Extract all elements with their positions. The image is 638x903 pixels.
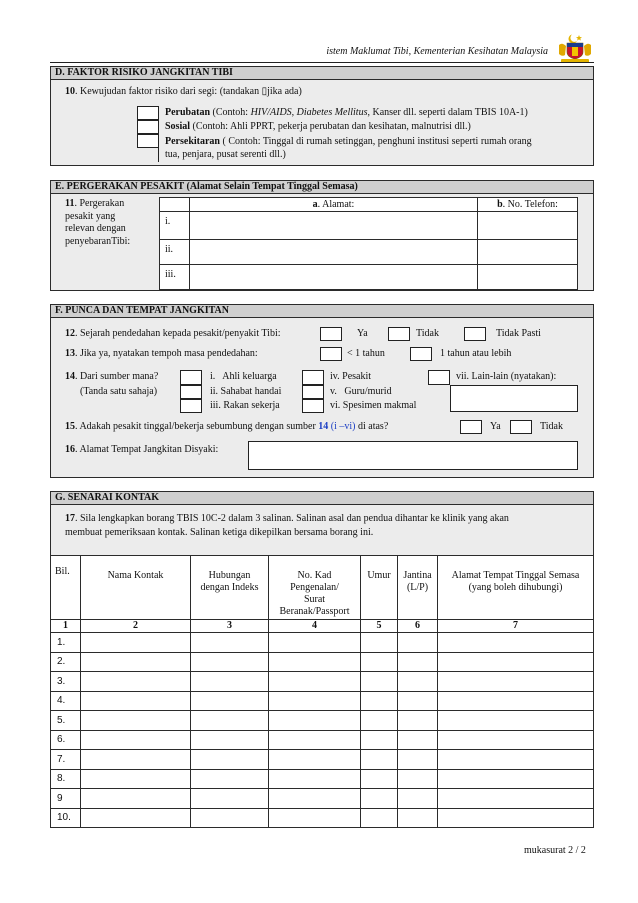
column-letter: a xyxy=(312,198,318,210)
jantina-cell[interactable] xyxy=(398,750,438,770)
column-number: 4 xyxy=(269,620,361,633)
checkbox-less-than-1-year[interactable] xyxy=(320,347,342,361)
column-header-umur: Umur xyxy=(361,556,398,620)
contact-row xyxy=(51,809,594,828)
row-label: i. xyxy=(160,212,190,240)
address-cell[interactable] xyxy=(190,212,478,240)
row-number: 3. xyxy=(51,672,81,692)
contact-table xyxy=(50,555,594,828)
alamat-cell[interactable] xyxy=(438,692,594,711)
question-11 xyxy=(65,198,130,248)
option-perubatan xyxy=(165,107,528,119)
nama-kontak-cell[interactable] xyxy=(81,789,191,809)
hubungan-cell[interactable] xyxy=(191,692,269,711)
reference-number: 14 xyxy=(318,421,329,432)
contact-row xyxy=(51,633,594,653)
column-header-hubungan: Hubungan dengan Indeks xyxy=(191,556,269,620)
no-kad-cell[interactable] xyxy=(269,809,361,828)
alamat-cell[interactable] xyxy=(438,653,594,672)
question-number: 17 xyxy=(65,513,75,524)
question-17 xyxy=(65,512,509,540)
checkbox-guru-murid[interactable] xyxy=(302,385,324,399)
checkbox-ya[interactable] xyxy=(320,327,342,341)
row-number: 6. xyxy=(51,731,81,750)
column-number-row xyxy=(51,620,594,633)
checkbox-ahli-keluarga[interactable] xyxy=(180,370,202,385)
checkbox-sosial[interactable] xyxy=(137,120,159,134)
umur-cell[interactable] xyxy=(361,731,398,750)
question-text: . Alamat Tempat Jangkitan Disyaki: xyxy=(75,444,219,455)
jantina-cell[interactable] xyxy=(398,809,438,828)
section-e xyxy=(50,180,594,291)
contact-row xyxy=(51,770,594,789)
row-number: 10. xyxy=(51,809,81,828)
column-header-nama: Nama Kontak xyxy=(81,556,191,620)
row-number: 7. xyxy=(51,750,81,770)
option-label: 1 tahun atau lebih xyxy=(440,348,512,359)
jantina-cell[interactable] xyxy=(398,770,438,789)
option-label: iv. Pesakit xyxy=(330,371,372,382)
umur-cell[interactable] xyxy=(361,692,398,711)
contact-row xyxy=(51,731,594,750)
no-kad-cell[interactable] xyxy=(269,789,361,809)
column-number: 7 xyxy=(438,620,594,633)
question-text: . Dari sumber mana? xyxy=(75,371,159,382)
nama-kontak-cell[interactable] xyxy=(81,633,191,653)
option-label: Ya xyxy=(490,421,501,432)
hubungan-cell[interactable] xyxy=(191,809,269,828)
contact-row xyxy=(51,672,594,692)
option-label: Perubatan xyxy=(165,107,210,118)
umur-cell[interactable] xyxy=(361,750,398,770)
phone-cell[interactable] xyxy=(478,265,578,290)
alamat-cell[interactable] xyxy=(438,789,594,809)
table-row xyxy=(160,240,578,265)
option-label: < 1 tahun xyxy=(347,348,385,359)
contact-rows xyxy=(51,633,594,828)
question-text: . Sila lengkapkan borang TBIS 10C-2 dalam 3 salinan. Salinan asal dan pendua dihantar ke klinik yang akan membuat pemeriksaan kontak. Salinan ketiga dikepilkan bersama borang ini. xyxy=(65,513,509,538)
question-text: . Sejarah pendedahan kepada pesakit/penyakit Tibi: xyxy=(75,328,281,339)
hubungan-cell[interactable] xyxy=(191,633,269,653)
no-kad-cell[interactable] xyxy=(269,770,361,789)
section-g xyxy=(50,491,594,828)
column-number: 5 xyxy=(361,620,398,633)
jantina-cell[interactable] xyxy=(398,672,438,692)
jantina-cell[interactable] xyxy=(398,692,438,711)
section-d xyxy=(50,66,594,166)
alamat-cell[interactable] xyxy=(438,731,594,750)
hubungan-cell[interactable] xyxy=(191,653,269,672)
table-row xyxy=(160,265,578,290)
umur-cell[interactable] xyxy=(361,770,398,789)
row-number: 2. xyxy=(51,653,81,672)
address-cell[interactable] xyxy=(190,240,478,265)
phone-cell[interactable] xyxy=(478,240,578,265)
empty-header-cell xyxy=(160,198,190,212)
contact-row xyxy=(51,789,594,809)
hubungan-cell[interactable] xyxy=(191,789,269,809)
nama-kontak-cell[interactable] xyxy=(81,731,191,750)
option-label: Tidak Pasti xyxy=(496,328,541,339)
jantina-cell[interactable] xyxy=(398,731,438,750)
contact-row xyxy=(51,750,594,770)
question-text: . Jika ya, nyatakan tempoh masa pendedahan: xyxy=(75,348,258,359)
option-label: Ya xyxy=(357,328,368,339)
no-kad-cell[interactable] xyxy=(269,653,361,672)
checkbox-lain-lain[interactable] xyxy=(428,370,450,385)
option-label: i. Ahli keluarga xyxy=(210,371,277,382)
address-column-header xyxy=(190,198,478,212)
nama-kontak-cell[interactable] xyxy=(81,770,191,789)
checkbox-persekitaran[interactable] xyxy=(137,134,159,148)
jantina-cell[interactable] xyxy=(398,653,438,672)
question-text: . Adakah pesakit tinggal/bekerja sebumbung dengan sumber xyxy=(75,421,319,432)
section-d-heading: D. FAKTOR RISIKO JANGKITAN TIBI xyxy=(51,67,593,80)
checkbox-tidak[interactable] xyxy=(388,327,410,341)
umur-cell[interactable] xyxy=(361,809,398,828)
umur-cell[interactable] xyxy=(361,633,398,653)
question-text: . Pergerakan pesakit yang relevan dengan penyebaranTibi: xyxy=(65,198,131,247)
option-label: Tidak xyxy=(416,328,439,339)
header-rule xyxy=(50,62,594,63)
section-g-heading: G. SENARAI KONTAK xyxy=(51,492,593,505)
option-label: v. Guru/murid xyxy=(330,386,392,397)
row-number: 1. xyxy=(51,633,81,653)
umur-cell[interactable] xyxy=(361,672,398,692)
row-number: 9 xyxy=(51,789,81,809)
contact-row xyxy=(51,711,594,731)
option-sosial xyxy=(165,121,471,133)
jantina-cell[interactable] xyxy=(398,633,438,653)
question-number: 10 xyxy=(65,86,75,97)
hubungan-cell[interactable] xyxy=(191,672,269,692)
address-cell[interactable] xyxy=(190,265,478,290)
checkbox-1-year-or-more[interactable] xyxy=(410,347,432,361)
hubungan-cell[interactable] xyxy=(191,770,269,789)
no-kad-cell[interactable] xyxy=(269,633,361,653)
question-number: 14 xyxy=(65,371,75,382)
contact-row xyxy=(51,653,594,672)
row-number: 5. xyxy=(51,711,81,731)
option-label: Persekitaran xyxy=(165,136,220,147)
phone-cell[interactable] xyxy=(478,212,578,240)
table-header-row xyxy=(51,556,594,620)
section-f xyxy=(50,304,594,478)
option-label: vii. Lain-lain (nyatakan): xyxy=(456,371,557,382)
alamat-cell[interactable] xyxy=(438,633,594,653)
checkbox-tidak[interactable] xyxy=(510,420,532,434)
reference-range: (i –vi) xyxy=(328,421,356,432)
hubungan-cell[interactable] xyxy=(191,750,269,770)
alamat-jangkitan-input[interactable] xyxy=(248,441,578,470)
column-number: 6 xyxy=(398,620,438,633)
row-number: 4. xyxy=(51,692,81,711)
jantina-cell[interactable] xyxy=(398,789,438,809)
checkbox-tidak-pasti[interactable] xyxy=(464,327,486,341)
coat-of-arms-icon xyxy=(553,33,597,65)
checkbox-perubatan[interactable] xyxy=(137,106,159,120)
row-label: iii. xyxy=(160,265,190,290)
question-text: . Kewujudan faktor risiko dari segi: (tandakan ▯jika ada) xyxy=(75,86,302,97)
contact-row xyxy=(51,692,594,711)
column-label: . Alamat: xyxy=(317,198,355,210)
nama-kontak-cell[interactable] xyxy=(81,672,191,692)
option-text-italic: HIV/AIDS, Diabetes Mellitus xyxy=(250,107,368,118)
column-number: 2 xyxy=(81,620,191,633)
option-text: (Contoh: xyxy=(210,107,251,118)
option-label: ii. Sahabat handai xyxy=(210,386,282,397)
question-number: 12 xyxy=(65,328,75,339)
alamat-cell[interactable] xyxy=(438,750,594,770)
question-10 xyxy=(65,86,302,98)
table-header-row xyxy=(160,198,578,212)
section-e-heading: E. PERGERAKAN PESAKIT (Alamat Selain Tempat Tinggal Semasa) xyxy=(51,181,593,194)
page-number: mukasurat 2 / 2 xyxy=(524,845,586,856)
row-label: ii. xyxy=(160,240,190,265)
column-letter: b xyxy=(497,198,503,210)
nama-kontak-cell[interactable] xyxy=(81,711,191,731)
table-row xyxy=(160,212,578,240)
column-header-bil: Bil. xyxy=(51,556,81,620)
question-text: di atas? xyxy=(355,421,389,432)
column-header-jantina: Jantina (L/P) xyxy=(398,556,438,620)
question-number: 13 xyxy=(65,348,75,359)
umur-cell[interactable] xyxy=(361,789,398,809)
alamat-cell[interactable] xyxy=(438,672,594,692)
alamat-cell[interactable] xyxy=(438,809,594,828)
document-header-title: istem Maklumat Tibi, Kementerian Kesihatan Malaysia xyxy=(326,46,548,57)
checkbox-sahabat-handai[interactable] xyxy=(180,385,202,399)
hubungan-cell[interactable] xyxy=(191,731,269,750)
jantina-cell[interactable] xyxy=(398,711,438,731)
question-number: 11 xyxy=(65,198,75,209)
nama-kontak-cell[interactable] xyxy=(81,809,191,828)
question-14-note: (Tanda satu sahaja) xyxy=(80,386,158,397)
nama-kontak-cell[interactable] xyxy=(81,692,191,711)
checkbox-ya[interactable] xyxy=(460,420,482,434)
question-16 xyxy=(65,444,218,456)
option-persekitaran xyxy=(165,135,532,161)
no-kad-cell[interactable] xyxy=(269,711,361,731)
question-13 xyxy=(65,348,258,360)
checkbox-pesakit[interactable] xyxy=(302,370,324,385)
option-text: ( Contoh: Tinggal di rumah setinggan, penghuni institusi seperti rumah orang tua, penjara, pusat serenti dll.) xyxy=(165,136,532,160)
divider-line xyxy=(158,148,159,162)
question-12 xyxy=(65,328,281,340)
umur-cell[interactable] xyxy=(361,653,398,672)
alamat-cell[interactable] xyxy=(438,711,594,731)
option-text: (Contoh: Ahli PPRT, pekerja perubatan dan kesihatan, malnutrisi dll.) xyxy=(190,121,471,132)
column-header-alamat: Alamat Tempat Tinggal Semasa (yang boleh dihubungi) xyxy=(438,556,594,620)
option-text: , Kanser dll. seperti dalam TBIS 10A-1) xyxy=(367,107,528,118)
alamat-cell[interactable] xyxy=(438,770,594,789)
no-kad-cell[interactable] xyxy=(269,731,361,750)
option-label: iii. Rakan sekerja xyxy=(210,400,280,411)
no-kad-cell[interactable] xyxy=(269,750,361,770)
row-number: 8. xyxy=(51,770,81,789)
no-kad-cell[interactable] xyxy=(269,672,361,692)
question-number: 16 xyxy=(65,444,75,455)
question-15 xyxy=(65,421,388,433)
section-f-heading: F. PUNCA DAN TEMPAT JANGKITAN xyxy=(51,305,593,318)
phone-column-header xyxy=(478,198,578,212)
option-label: Tidak xyxy=(540,421,563,432)
hubungan-cell[interactable] xyxy=(191,711,269,731)
checkbox-rakan-sekerja[interactable] xyxy=(180,399,202,413)
nama-kontak-cell[interactable] xyxy=(81,750,191,770)
lain-lain-input[interactable] xyxy=(450,385,578,412)
column-header-no-kad: No. Kad Pengenalan/ Surat Beranak/Passport xyxy=(269,556,361,620)
question-14 xyxy=(65,371,158,383)
movement-table xyxy=(159,197,578,290)
column-number: 1 xyxy=(51,620,81,633)
option-label: Sosial xyxy=(165,121,191,132)
column-label: . No. Telefon: xyxy=(502,198,558,210)
nama-kontak-cell[interactable] xyxy=(81,653,191,672)
question-number: 15 xyxy=(65,421,75,432)
checkbox-spesimen-makmal[interactable] xyxy=(302,399,324,413)
no-kad-cell[interactable] xyxy=(269,692,361,711)
umur-cell[interactable] xyxy=(361,711,398,731)
option-label: vi. Spesimen makmal xyxy=(330,400,417,411)
column-number: 3 xyxy=(191,620,269,633)
